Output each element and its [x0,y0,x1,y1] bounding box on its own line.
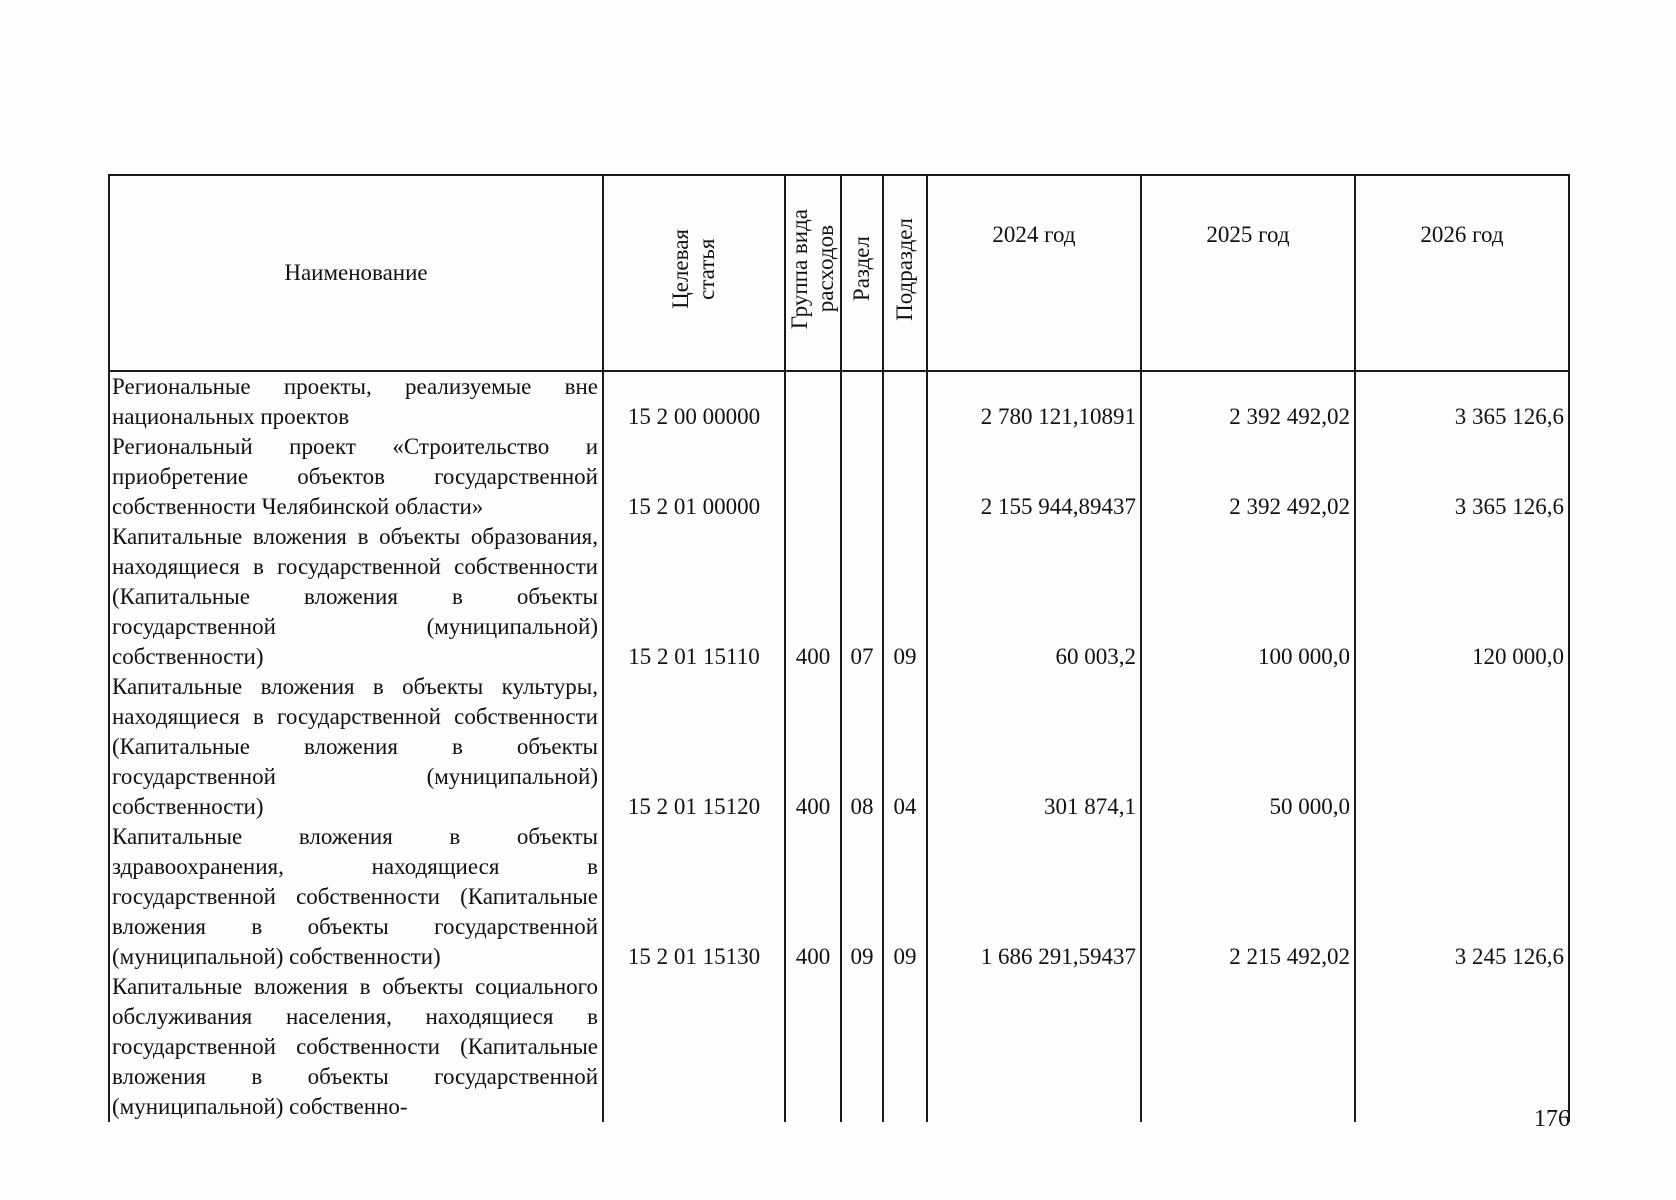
row-code [603,972,785,1122]
header-expense-group [785,175,841,371]
table-row [109,822,1569,972]
row-name: Капитальные вложения в объекты образования, находящиеся в государственной собственности (Капитальные вложения в объекты государственной (муниципальной) собственности) [109,522,603,672]
row-code: 15 2 01 00000 [603,432,785,522]
row-amount-2024: 301 874,1 [927,672,1141,822]
header-2025-label: 2025 год [1206,222,1290,247]
table-row [109,672,1569,822]
row-section [841,432,883,522]
row-name: Региональные проекты, реализуемые вне национальных проектов [109,371,603,432]
row-section: 08 [841,672,883,822]
header-2024-label: 2024 год [992,222,1076,247]
header-section [841,175,883,371]
table-row [109,432,1569,522]
row-amount-2026: 3 365 126,6 [1355,371,1569,432]
header-subsection [883,175,927,371]
row-amount-2026 [1355,672,1569,822]
row-subsection [883,972,927,1122]
row-section [841,972,883,1122]
row-expense-group: 400 [785,672,841,822]
row-subsection: 04 [883,672,927,822]
row-code: 15 2 00 00000 [603,371,785,432]
row-expense-group: 400 [785,522,841,672]
row-amount-2026: 3 365 126,6 [1355,432,1569,522]
header-section-label: Раздел [849,236,874,302]
header-2026-label: 2026 год [1420,222,1504,247]
row-section: 09 [841,822,883,972]
header-2025 [1141,175,1355,371]
header-name-label: Наименование [284,260,428,285]
row-amount-2025: 2 392 492,02 [1141,432,1355,522]
header-subsection-label: Подраздел [892,217,917,321]
header-expense-group-label: Группа вида расходов [787,208,838,330]
table-row [109,371,1569,432]
row-name: Капитальные вложения в объекты социального обслуживания населения, находящиеся в государственной собственности (Капитальные вложения в объекты государственной (муниципальной) собственно- [109,972,603,1122]
row-code: 15 2 01 15120 [603,672,785,822]
row-name: Капитальные вложения в объекты культуры, находящиеся в государственной собственности (Капитальные вложения в объекты государственной (муниципальной) собственности) [109,672,603,822]
row-section: 07 [841,522,883,672]
row-amount-2025: 100 000,0 [1141,522,1355,672]
row-name: Капитальные вложения в объекты здравоохранения, находящиеся в государственной собственности (Капитальные вложения в объекты государственной (муниципальной) собственности) [109,822,603,972]
header-target-label: Целевая статья [668,229,719,309]
row-amount-2026 [1355,972,1569,1122]
row-amount-2024: 1 686 291,59437 [927,822,1141,972]
header-2024 [927,175,1141,371]
header-target [603,175,785,371]
row-expense-group [785,432,841,522]
row-subsection: 09 [883,822,927,972]
row-amount-2024: 60 003,2 [927,522,1141,672]
table-header-row [109,175,1569,371]
row-subsection [883,432,927,522]
row-code: 15 2 01 15110 [603,522,785,672]
page-number: 176 [1534,1106,1570,1132]
budget-table [108,174,1570,1122]
row-subsection: 09 [883,522,927,672]
table-row [109,972,1569,1122]
row-amount-2026: 3 245 126,6 [1355,822,1569,972]
row-amount-2024 [927,972,1141,1122]
row-expense-group [785,972,841,1122]
row-amount-2025: 2 215 492,02 [1141,822,1355,972]
row-amount-2026: 120 000,0 [1355,522,1569,672]
row-amount-2025 [1141,972,1355,1122]
header-name [109,175,603,371]
row-code: 15 2 01 15130 [603,822,785,972]
row-amount-2025: 50 000,0 [1141,672,1355,822]
row-subsection [883,371,927,432]
row-amount-2024: 2 155 944,89437 [927,432,1141,522]
row-name: Региональный проект «Строительство и приобретение объектов государственной собственности Челябинской области» [109,432,603,522]
row-expense-group: 400 [785,822,841,972]
table-row [109,522,1569,672]
row-amount-2025: 2 392 492,02 [1141,371,1355,432]
row-expense-group [785,371,841,432]
row-amount-2024: 2 780 121,10891 [927,371,1141,432]
row-section [841,371,883,432]
header-2026 [1355,175,1569,371]
